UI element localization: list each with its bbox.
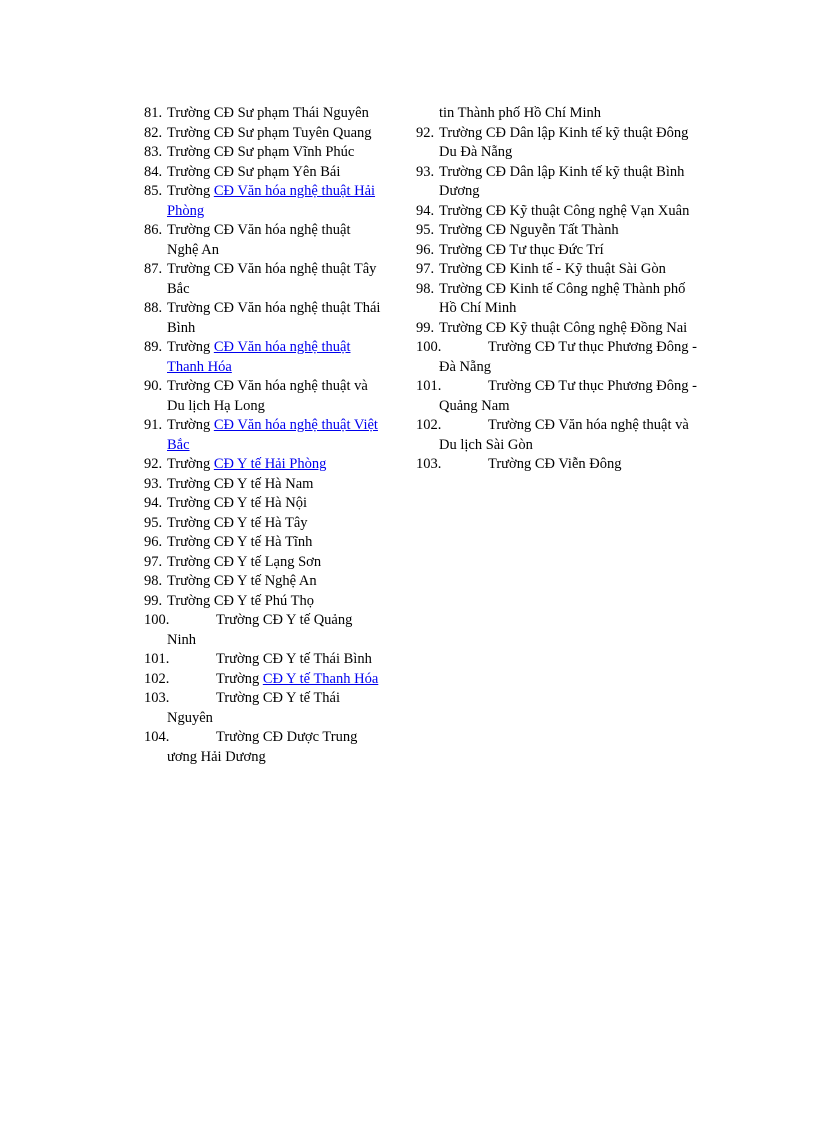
list-item	[144, 494, 384, 514]
school-name-text: Trường CĐ Viễn Đông	[488, 456, 622, 472]
list-item	[144, 689, 384, 728]
list-item-text	[439, 125, 688, 161]
list-item-number: 91.	[144, 417, 163, 433]
school-name-text: Trường CĐ Kinh tế - Kỹ thuật Sài Gòn	[439, 261, 666, 277]
list-item	[416, 163, 706, 202]
list-item	[144, 533, 384, 553]
school-name-text: Trường CĐ Y tế Hà Tĩnh	[167, 534, 313, 550]
school-name-text: Trường CĐ Sư phạm Tuyên Quang	[167, 124, 372, 141]
list-item-number: 100.	[416, 339, 442, 355]
list-item-number: 97.	[416, 261, 435, 277]
list-item	[144, 221, 384, 260]
school-name-text: Trường CĐ Sư phạm Thái Nguyên	[167, 105, 369, 121]
list-item-number: 99.	[144, 592, 163, 609]
school-name-text: Trường CĐ Y tế Quảng Ninh	[167, 612, 353, 648]
list-item-number: 96.	[416, 241, 435, 258]
list-item	[144, 260, 384, 299]
school-name-text: Trường CĐ Y tế Lạng Sơn	[167, 553, 322, 570]
list-item	[416, 338, 706, 377]
school-name-text: Trường	[167, 183, 214, 199]
list-item	[416, 202, 706, 222]
list-item	[416, 319, 706, 339]
school-name-text: Trường	[216, 670, 263, 687]
list-item-number: 83.	[144, 144, 163, 160]
list-item-number: 102.	[416, 417, 442, 433]
list-item-number: 94.	[416, 202, 435, 219]
list-item-number: 92.	[416, 124, 435, 141]
list-item	[416, 280, 706, 319]
list-item-number: 89.	[144, 339, 163, 355]
school-name-text: Trường CĐ Kỹ thuật Công nghệ Vạn Xuân	[439, 202, 690, 219]
school-name-text: Trường CĐ Y tế Nghệ An	[167, 573, 317, 589]
school-name-text: Trường CĐ Y tế Hà Nam	[167, 475, 314, 492]
list-item	[144, 592, 384, 612]
school-name-text: Trường CĐ Sư phạm Vĩnh Phúc	[167, 144, 355, 160]
school-link[interactable]: CĐ Văn hóa nghệ thuật Thanh Hóa	[167, 339, 351, 375]
list-item-text	[167, 105, 369, 121]
list-item-text	[439, 281, 685, 317]
list-item-text	[167, 378, 368, 414]
list-item-number: 99.	[416, 319, 435, 336]
school-name-text: Trường CĐ Sư phạm Yên Bái	[167, 163, 341, 180]
school-name-text: Trường CĐ Văn hóa nghệ thuật Nghệ An	[167, 222, 351, 258]
list-item-number: 92.	[144, 456, 163, 472]
list-item-number: 95.	[144, 514, 163, 531]
list-item	[416, 377, 706, 416]
list-item	[144, 143, 384, 163]
list-item-text	[216, 651, 372, 667]
list-item-number: 93.	[144, 475, 163, 492]
list-item	[416, 221, 706, 241]
list-item-text	[167, 261, 376, 297]
list-item	[144, 104, 384, 124]
list-item	[144, 670, 384, 690]
list-item-number: 103.	[416, 456, 442, 472]
list-item	[144, 377, 384, 416]
list-item-number: 101.	[144, 651, 170, 667]
list-item-number: 104.	[144, 729, 170, 745]
list-item	[144, 611, 384, 650]
school-name-text: Trường	[167, 456, 214, 472]
school-link[interactable]: CĐ Y tế Hải Phòng	[213, 456, 327, 472]
school-name-text: Trường CĐ Y tế Hà Nội	[167, 495, 307, 511]
list-item-number: 103.	[144, 690, 170, 706]
school-link[interactable]: CĐ Văn hóa nghệ thuật Hải Phòng	[167, 183, 376, 219]
list-item-text	[167, 534, 312, 550]
list-item-number: 84.	[144, 163, 163, 180]
right-column	[416, 104, 706, 475]
list-item-text	[488, 456, 622, 472]
list-item	[144, 650, 384, 670]
list-item-text	[439, 261, 666, 277]
list-item-text	[439, 242, 604, 258]
school-name-text: Trường	[167, 417, 214, 433]
school-name-text: Trường CĐ Tư thục Phương Đông - Quảng Nam	[439, 378, 697, 414]
list-item-number: 85.	[144, 183, 163, 199]
list-item	[416, 260, 706, 280]
list-item	[144, 475, 384, 495]
school-name-text: Trường CĐ Dược Trung ương Hải Dương	[167, 729, 358, 765]
list-item-text	[439, 203, 689, 219]
list-item-number: 90.	[144, 378, 163, 394]
list-item-number: 98.	[416, 280, 435, 297]
list-item-text	[167, 164, 340, 180]
list-item	[144, 728, 384, 767]
school-name-text: Trường CĐ Y tế Phú Thọ	[167, 592, 314, 609]
list-item	[416, 455, 706, 475]
list-item-text	[167, 495, 307, 511]
school-name-text: Trường CĐ Kinh tế Công nghệ Thành phố Hồ Chí Minh	[439, 280, 686, 316]
school-name-text: Trường CĐ Y tế Thái Bình	[216, 651, 372, 667]
school-name-text: Trường	[167, 339, 214, 355]
school-name-text: Trường CĐ Tư thục Phương Đông - Đà Nẵng	[439, 339, 697, 375]
list-item-number: 94.	[144, 495, 163, 511]
school-name-text: Trường CĐ Dân lập Kinh tế kỹ thuật Đông Du Đà Nẵng	[439, 124, 689, 160]
list-item	[144, 553, 384, 573]
list-item	[416, 241, 706, 261]
list-item-text	[167, 183, 375, 219]
school-name-text: Trường CĐ Văn hóa nghệ thuật Thái Bình	[167, 300, 381, 336]
list-item-text	[167, 476, 313, 492]
list-item-number: 81.	[144, 105, 163, 121]
list-item-number: 96.	[144, 534, 163, 550]
school-name-text: Trường CĐ Kỹ thuật Công nghệ Đồng Nai	[439, 319, 688, 336]
carryover-line: tin Thành phố Hồ Chí Minh	[439, 105, 602, 121]
list-item	[144, 182, 384, 221]
school-link[interactable]: CĐ Văn hóa nghệ thuật Việt Bắc	[167, 417, 378, 453]
list-item-text	[439, 164, 684, 200]
list-item-text	[439, 320, 687, 336]
list-item-number: 98.	[144, 573, 163, 589]
list-item-text	[167, 593, 314, 609]
list-item-number: 102.	[144, 670, 170, 687]
list-item-number: 93.	[416, 163, 435, 180]
school-name-text: Trường CĐ Văn hóa nghệ thuật và Du lịch Sài Gòn	[439, 417, 689, 453]
school-name-text: Trường CĐ Văn hóa nghệ thuật Tây Bắc	[167, 261, 377, 297]
school-name-text: Trường CĐ Tư thục Đức Trí	[439, 241, 604, 258]
list-item	[144, 163, 384, 183]
list-item	[144, 514, 384, 534]
list-item	[144, 455, 384, 475]
list-item	[144, 572, 384, 592]
school-link[interactable]: CĐ Y tế Thanh Hóa	[262, 670, 379, 687]
left-column	[144, 104, 384, 767]
list-item-text	[167, 339, 350, 375]
list-item-text	[167, 222, 350, 258]
list-item-number: 86.	[144, 222, 163, 238]
school-name-text: Trường CĐ Y tế Hà Tây	[167, 514, 308, 531]
list-item-text	[167, 515, 308, 531]
list-item-text	[167, 125, 372, 141]
list-item	[144, 338, 384, 377]
school-name-text: Trường CĐ Y tế Thái Nguyên	[167, 690, 341, 726]
list-item	[144, 416, 384, 455]
list-item-number: 87.	[144, 261, 163, 277]
list-item	[416, 124, 706, 163]
school-name-text: Trường CĐ Dân lập Kinh tế kỹ thuật Bình Dương	[439, 163, 685, 199]
list-item-text	[167, 144, 354, 160]
list-item-number: 95.	[416, 222, 435, 238]
school-name-text: Trường CĐ Văn hóa nghệ thuật và Du lịch Hạ Long	[167, 378, 368, 414]
list-item-number: 101.	[416, 378, 442, 394]
list-item	[144, 124, 384, 144]
list-item-text	[439, 222, 619, 238]
list-item	[144, 299, 384, 338]
list-item-number: 82.	[144, 124, 163, 141]
school-name-text: Trường CĐ Nguyễn Tất Thành	[439, 222, 619, 238]
list-item-text	[167, 554, 321, 570]
list-item-number: 100.	[144, 612, 170, 628]
list-item-text	[167, 456, 326, 472]
list-item	[416, 416, 706, 455]
list-item-number: 97.	[144, 553, 163, 570]
list-item-text	[167, 573, 317, 589]
list-item-text	[216, 671, 378, 687]
list-item-text	[167, 417, 378, 453]
list-item-number: 88.	[144, 300, 163, 316]
list-item-text	[167, 300, 380, 336]
